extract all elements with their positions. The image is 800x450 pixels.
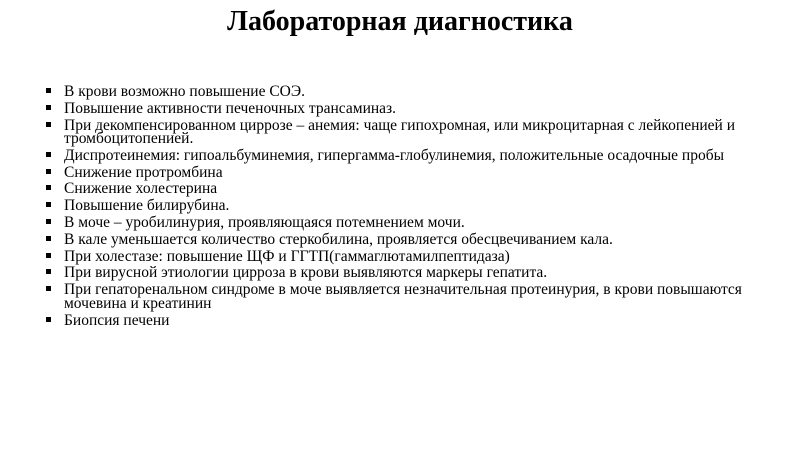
list-item-text: В кале уменьшается количество стеркобилина, проявляется обесцвечиванием кала.: [64, 230, 613, 248]
square-bullet-icon: [46, 122, 51, 127]
list-item-text: При холестазе: повышение ЩФ и ГГТП(гаммаглютамилпептидаза): [64, 247, 510, 265]
list-item-text: Повышение билирубина.: [64, 197, 230, 215]
list-item-text: При гепаторенальном синдроме в моче выявляется незначительная протеинурия, в крови повышаются мочевина и креатинин: [64, 281, 742, 312]
list-item: [46, 199, 756, 213]
list-item: [46, 163, 756, 181]
list-item: [46, 311, 756, 329]
square-bullet-icon: [46, 152, 51, 157]
list-item: [46, 247, 756, 265]
list-item: [46, 230, 756, 248]
list-item-text: При вирусной этиологии цирроза в крови выявляются маркеры гепатита.: [64, 264, 548, 282]
list-item: [46, 116, 756, 148]
square-bullet-icon: [46, 236, 51, 241]
list-item: [46, 266, 756, 280]
list-item: [46, 85, 756, 99]
list-item-text: Биопсия печени: [64, 311, 170, 329]
list-item-text: Снижение протромбина: [64, 163, 223, 181]
square-bullet-icon: [46, 105, 51, 110]
square-bullet-icon: [46, 219, 51, 224]
square-bullet-icon: [46, 253, 51, 258]
slide-title: Лабораторная диагностика: [227, 6, 573, 37]
square-bullet-icon: [46, 317, 51, 322]
square-bullet-icon: [46, 185, 51, 190]
list-item-text: В крови возможно повышение СОЭ.: [64, 83, 305, 100]
square-bullet-icon: [46, 169, 51, 174]
square-bullet-icon: [46, 286, 51, 291]
list-item: [46, 99, 756, 117]
list-item-text: Снижение холестерина: [64, 180, 218, 198]
list-item: [46, 283, 756, 310]
list-item: [46, 216, 756, 230]
square-bullet-icon: [46, 269, 51, 274]
square-bullet-icon: [46, 88, 51, 93]
list-item: [46, 146, 756, 164]
square-bullet-icon: [46, 202, 51, 207]
list-item-text: Повышение активности печеночных трансаминаз.: [64, 99, 397, 117]
bullet-list: [46, 85, 756, 330]
list-item-text: При декомпенсированном циррозе – анемия: чаще гипохромная, или микроцитарная с лейкопенией и тромбоцитопенией.: [64, 116, 736, 148]
list-item-text: В моче – уробилинурия, проявляющаяся потемнением мочи.: [64, 214, 465, 232]
list-item-text: Диспротеинемия: гипоальбуминемия, гипергамма-глобулинемия, положительные осадочные пробы: [64, 146, 725, 164]
list-item: [46, 182, 756, 196]
